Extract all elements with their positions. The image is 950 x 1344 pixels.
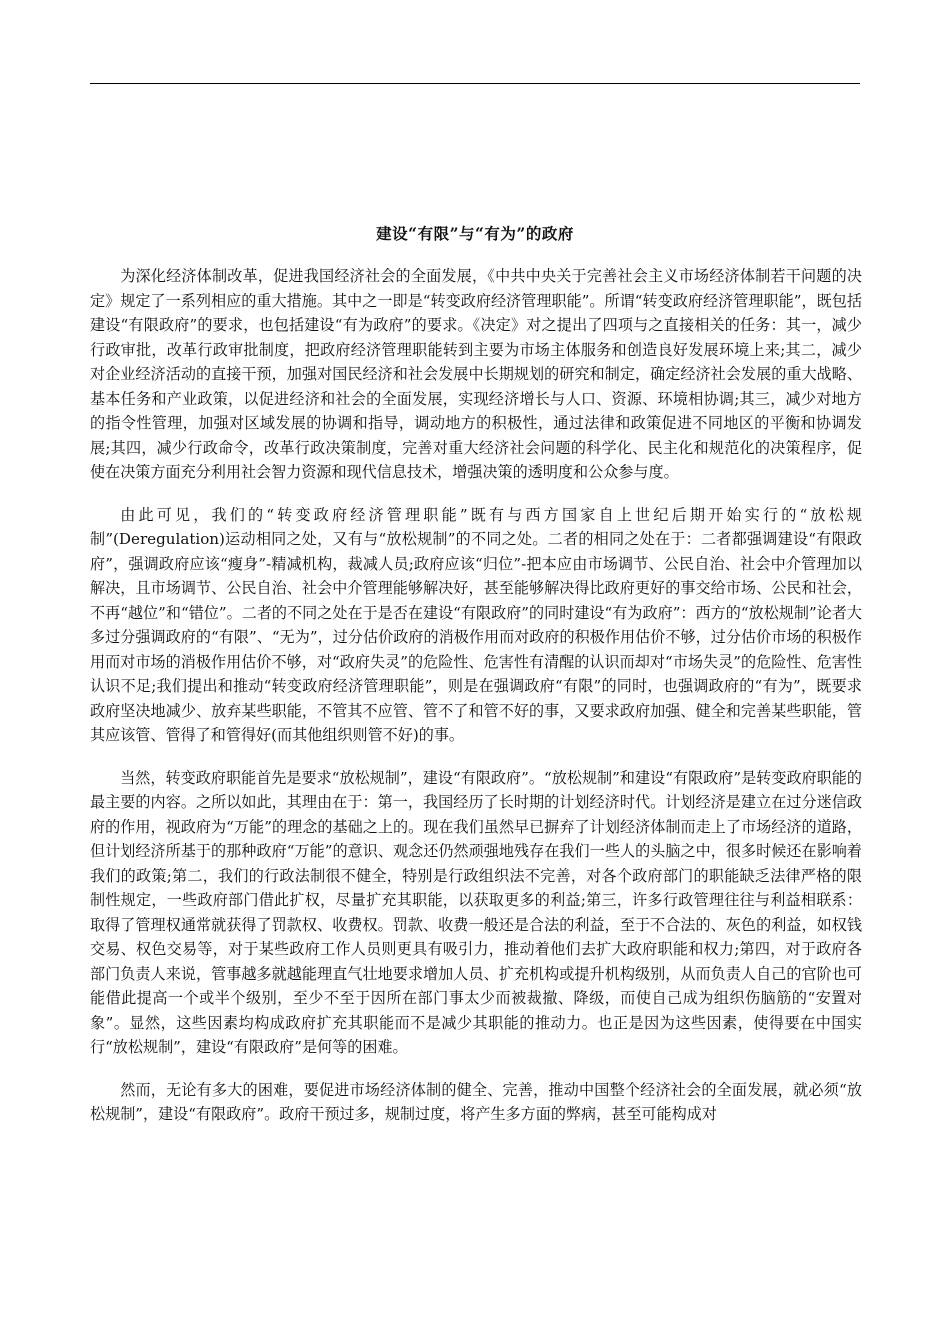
paragraph-3: 当然，转变政府职能首先是要求“放松规制”，建设“有限政府”。“放松规制”和建设“有限政府”是转变政府职能的最主要的内容。之所以如此，其理由在于：第一，我国经历了长时期的计划经济时代。计划经济是建立在过分迷信政府的作用，视政府为“万能”的理念的基础之上的。现在我们虽然早已摒弃了计划经济体制而走上了市场经济的道路，但计划经济所基于的那种政府“万能”的意识、观念还仍然顽强地残存在我们一些人的头脑之中，很多时候还在影响着我们的政策;第二，我们的行政法制很不健全，特别是行政组织法不完善，对各个政府部门的职能缺乏法律严格的限制性规定，一些政府部门借此扩权，尽量扩充其职能，以获取更多的利益;第三，许多行政管理往往与利益相联系：取得了管理权通常就获得了罚款权、收费权。罚款、收费一般还是合法的利益，至于不合法的、灰色的利益，如权钱交易、权色交易等，对于某些政府工作人员则更具有吸引力，推动着他们去扩大政府职能和权力;第四，对于政府各部门负责人来说，管事越多就越能理直气壮地要求增加人员、扩充机构或提升机构级别，从而负责人自己的官阶也可能借此提高一个或半个级别，至少不至于因所在部门事太少而被裁撤、降级，而使自己成为组织伤脑筋的“安置对象”。显然，这些因素均构成政府扩充其职能而不是减少其职能的推动力。也正是因为这些因素，使得要在中国实行“放松规制”，建设“有限政府”是何等的困难。 — [90, 768, 862, 1056]
paragraph-2: 由此可见，我们的“转变政府经济管理职能”既有与西方国家自上世纪后期开始实行的“放松规制”(Deregulation)运动相同之处，又有与“放松规制”的不同之处。二者的相同之处在于：二者都强调建设“有限政府”，强调政府应该“瘦身”-精减机构，裁减人员;政府应该“归位”-把本应由市场调节、公民自治、社会中介管理加以解决，且市场调节、公民自治、社会中介管理能够解决好，甚至能够解决得比政府更好的事交给市场、公民和社会，不再“越位”和“错位”。二者的不同之处在于是否在建设“有限政府”的同时建设“有为政府”：西方的“放松规制”论者大多过分强调政府的“有限”、“无为”，过分估价政府的消极作用而对政府的积极作用估价不够，过分估价市场的积极作用而对市场的消极作用估价不够，对“政府失灵”的危险性、危害性有清醒的认识而却对“市场失灵”的危险性、危害性认识不足;我们提出和推动“转变政府经济管理职能”，则是在强调政府“有限”的同时，也强调政府的“有为”，既要求政府坚决地减少、放弃某些职能，不管其不应管、管不了和管不好的事，又要求政府加强、健全和完善某些职能，管其应该管、管得了和管得好(而其他组织则管不好)的事。 — [90, 505, 862, 744]
paragraph-1: 为深化经济体制改革，促进我国经济社会的全面发展，《中共中央关于完善社会主义市场经济体制若干问题的决定》规定了一系列相应的重大措施。其中之一即是“转变政府经济管理职能”。所谓“转变政府经济管理职能”，既包括建设“有限政府”的要求，也包括建设“有为政府”的要求。《决定》对之提出了四项与之直接相关的任务：其一，减少行政审批，改革行政审批制度，把政府经济管理职能转到主要为市场主体服务和创造良好发展环境上来;其二，减少对企业经济活动的直接干预，加强对国民经济和社会发展中长期规划的研究和制定，确定经济社会发展的重大战略、基本任务和产业政策，以促进经济和社会的全面发展，实现经济增长与人口、资源、环境相协调;其三，减少对地方的指令性管理，加强对区域发展的协调和指导，调动地方的积极性，通过法律和政策促进不同地区的平衡和协调发展;其四，减少行政命令，改革行政决策制度，完善对重大经济社会问题的科学化、民主化和规范化的决策程序，促使在决策方面充分利用社会智力资源和现代信息技术，增强决策的透明度和公众参与度。 — [90, 267, 862, 481]
document-body — [90, 264, 862, 1145]
paragraph-4: 然而，无论有多大的困难，要促进市场经济体制的健全、完善，推动中国整个经济社会的全面发展，就必须“放松规制”，建设“有限政府”。政府干预过多，规制过度，将产生多方面的弊病，甚至可能构成对 — [90, 1080, 862, 1123]
document-title: 建设“有限”与“有为”的政府 — [376, 224, 574, 243]
header-rule — [90, 83, 860, 84]
